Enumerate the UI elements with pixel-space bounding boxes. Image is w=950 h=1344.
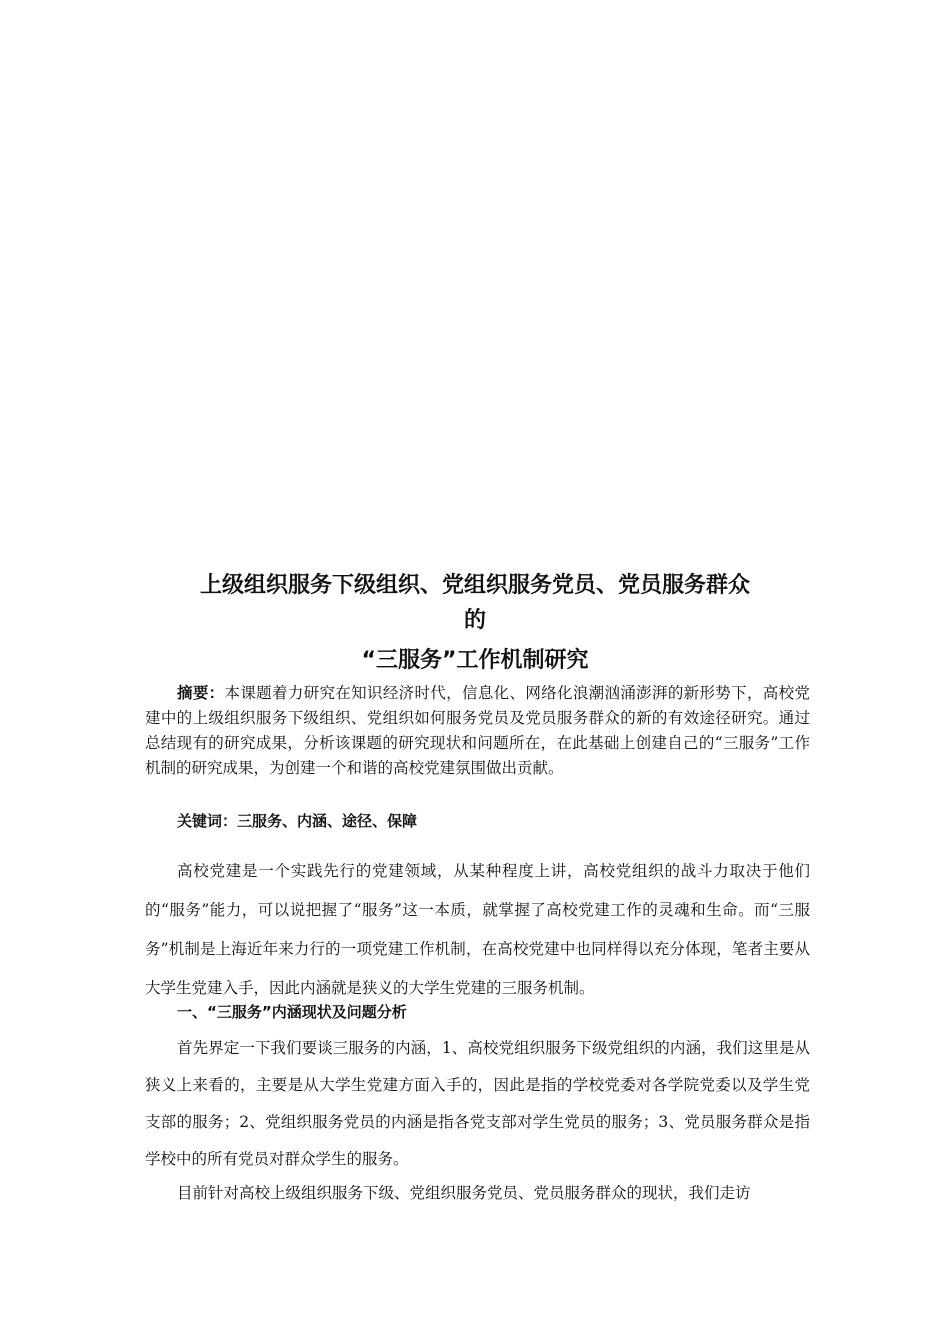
title-line-2: 的: [463, 608, 486, 633]
keywords: 关键词：三服务、内涵、途径、保障: [177, 812, 418, 830]
paragraph-status: 目前针对高校上级组织服务下级、党组织服务党员、党员服务群众的现状，我们走访: [177, 1184, 751, 1202]
title-line-1: 上级组织服务下级组织、党组织服务党员、党员服务群众: [199, 573, 750, 598]
title-line-3: “三服务”工作机制研究: [361, 648, 589, 673]
abstract: [145, 680, 810, 781]
section-heading-1: 一、“三服务”内涵现状及问题分析: [177, 1003, 407, 1021]
abstract-text: 本课题着力研究在知识经济时代，信息化、网络化浪潮汹涌澎湃的新形势下，高校党建中的上级组织服务下级组织、党组织如何服务党员及党员服务群众的新的有效途径研究。通过总结现有的研究成果，分析该课题的研究现状和问题所在，在此基础上创建自己的“三服务”工作机制的研究成果，为创建一个和谐的高校党建氛围做出贡献。: [145, 684, 810, 777]
abstract-label: 摘要：: [177, 683, 225, 702]
paragraph-definition: 首先界定一下我们要谈三服务的内涵，1、高校党组织服务下级党组织的内涵，我们这里是从狭义上来看的，主要是从大学生党建方面入手的，因此是指的学校党委对各学院党委以及学生党支部的服务；2、党组织服务党员的内涵是指各党支部对学生党员的服务；3、党员服务群众是指学校中的所有党员对群众学生的服务。: [145, 1039, 810, 1168]
paragraph-intro: 高校党建是一个实践先行的党建领域，从某种程度上讲，高校党组织的战斗力取决于他们的“服务”能力，可以说把握了“服务”这一本质，就掌握了高校党建工作的灵魂和生命。而“三服务”机制是上海近年来力行的一项党建工作机制，在高校党建中也同样得以充分体现，笔者主要从大学生党建入手，因此内涵就是狭义的大学生党建的三服务机制。: [145, 862, 810, 997]
